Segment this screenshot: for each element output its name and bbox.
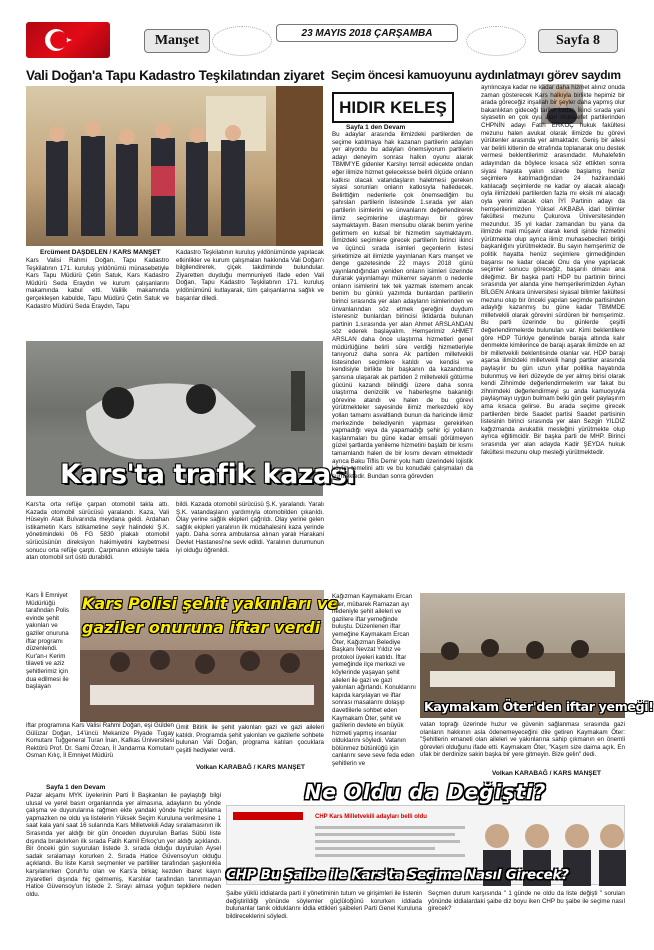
page-number: Sayfa 8 (538, 29, 618, 53)
flag-image (26, 22, 110, 58)
article5-title: Kaymakam Öter'den iftar yemeği! (424, 699, 654, 714)
article2-col2: bildi. Kazada otomobil sürücüsü Ş.K. yaralandı. Yaralı Ş.K. vatandaşların yardımıyla otomobilden çıkarıldı. Olay yerine sağlık ekipleri çağrıldı. Olay yerine gelen sağlık ekipleri yaralının ilk müdahalesini kaza yerinde yaptı. Daha sonra ambulansa alınan yaralı Harakani Devlet Hastanesi'ne sevk edildi. Yaralının durumunun iyi olduğu öğrenildi. (176, 501, 324, 554)
article4-title: Seçim öncesi kamuoyunu aydınlatmayı görev saydım (331, 68, 621, 82)
article1-credit: Ercüment DAŞDELEN / KARS MANŞET (40, 249, 161, 256)
article3-credit: Volkan KARABAĞ / KARS MANŞET (196, 764, 305, 771)
header-ornament-left (212, 26, 272, 56)
article6-col2: Şaibe yüklü iddialarda parti il yönetiminin tutum ve girişimleri ile listenin değiştirildiği yönünde söylemler güçlüloğünü korurken iddiada bulunanlar tanık olduklarını iddia ettikleri şaibeleri Parti Genel Kuruluna bildireceklerini söyledi. (226, 890, 422, 920)
article3-title-line1: Kars Polisi şehit yakınları ve (82, 594, 339, 613)
article3-title-line2: gaziler onuruna iftar verdi (82, 618, 321, 637)
article6-lead: Sayfa 1 den Devam (46, 784, 106, 791)
article3-right-col: Ümit Bitirik ile şehit yakınları gazi ve gazi aileleri katıldı. Programda şehit yakınları ve gazilerle sohbete bulunan Vali Doğan, programa katılan çocuklara çeşitli hediyeler verdi. (176, 724, 324, 754)
article2-col1: Kars'ta orta refüje çarpan otomobil takla attı. Kazada otomobil sürücüsü yaralandı. Kaza, Vali Hüseyin Atak Bulvarında meydana geldi. Ardahan istikametin Kars istikametine seyir halindeki Ş.K. yönetimindeki 06 FG 5830 plakalı otomobil sürücüsünün direksiyon hakimiyetini kaybetmesi sonucu orta refüje çarptı. Çarpmanın etkisiyle takla atan otomobil sırt üstü durabildi. (26, 501, 169, 562)
article1-col2: Kadastro Teşkilatının kuruluş yıldönümünde yapılacak etkinlikler ve kurum çalışmaları hakkında Vali Doğan'ı bilgilendirerek, çiçek takdiminde bulundular. Ziyaretten duyduğu memnuniyeti ifade eden Vali Doğan, Tapu Kadastro Teşkilatının 171. kuruluş yıldönümünü kutlayarak, tüm çalışanlarına sağlık ve başarılar diledi. (176, 249, 324, 302)
article6-banner-text: Ne Oldu da Değişti? (304, 780, 547, 804)
article4-col2: ayrılıncaya kadar ne kadar daha hizmet alınız onuda zaman gösterecek Kars halkıyla birlikte hepimiz bir arada göreceğiz inşallah bir şeyler daha yapmış olur bakanlıktan gideceği tarihe kadar. İkinci sırada yani siyasetin en çok oyu alan muhalefet partilerinden CHPNİN adayı Fatih ERKOÇ hukuk fakültesi mezunu halen avukat olarak ilimizde bu görevi yürütenler arasında yer almaktadır. Geniş bir ailesi var belirli kitlenin de etrafında toplanarak onu destek vermesi beklentilerimiz arasındadır. Muhalefetin adayından da böylece kısaca söz ettikten sonra siyasi hayata yakın sürede başlamış henüz seçimlere katılmadığından 24 haziraındaki katılacağı seçimlerde ne kadar oy alacak alacağı oyla ilimizdeki partilerden fazla mı eksik mi alacağı oyla yerini alacak olan İYİ Partinin adayı da hemşerilerimizden Yüksel AKBABA idari bilimler fakültesi mezunu Çukurova Üniversitesinden mezundur. 35 yıl kadar zamandan bu yana da ilimizde mali müşavir olarak kendi işinde hizmetini yürütmekte olup ayrıca ilimiz muhasebecileri birliği başkanlığını yürütmektedir. Bu sayın hemşerimiz de politik hayatta henüz seçimlere girmediğinden başarısı ne kadar olacak Onu da yine yapılacak seçimler sonucu göreceğiz, başarılı olması ana dileğimiz. Bir başka parti HDP bu partinin birinci sırasında yer alanda yine hemşerilerimizden Ayhan BİLGEN Ankara üniversitesi siyasal bilimler fakültesi mezunu olup bir önceki yapılan seçimde partisinden adaylığı kazanmış bu güne kadar TBMMDE milletvekili olarak görevini sürdüren bir hemşerimiz. Bu parti üzerinde bu günlerde çeşitli değerlendirmelerde bulunulan var. Kimi beklentilere göre HDP Türkiye genelinde baraja altında kalır denmekte kimilerince de barajı aşarak ilimizde en az bir milletvekili beklentisinde olanlar var. HDP barajı aşarsa ilimizdeki milletvekili hangi partiler arasında paylaşılır bu gün uzun yıllar politika hayatında bulunmuş ve ileri düzeyde de yer almış birisi olarak kendi Zihnimde değerlendirmelerim var fakat bu zihnimdeki değerlendirmeyi şu anda kamuoyuyla paylaşmayı uygun bulmam belki gün gelir paylaşırım ama kısaca gelirse. Bu arada seçime girecek partilerden birde Saadet partisi Saadet partisinin listesinin birinci sırasında yer alan Sezgin YILDIZ kağızmanda avukatlık mesleğini yürütmekte olup ayrıca eğitimcidir. Bir başka parti de MHP. Birinci sırasında yer alan adayda Kadir ŞEYDA hukuk fakültesi mezunu olup mesleği yürütmektedir. (481, 84, 625, 456)
article3-bottom-col: iftar programına Kars Valisi Rahmi Doğan, eşi Gülden Gülüzar Doğan, 14'üncü Mekanize Piyade Tugay Komutanı Tuğgeneral Turan İnan, Kafkas Üniversitesi Rektörü Prof. Dr. Sami Özcan, İl Jandarma Komutanı Osman Kılıç, İl Emniyet Müdürü (26, 722, 174, 760)
article1-title: Vali Doğan'a Tapu Kadastro Teşkilatından ziyaret (26, 68, 325, 83)
article4-col1: Bu adaylar arasında ilimizdeki partilerden de seçime katılmaya hak kazanan partilerin adayları yer alıyordu bu adayları önemsiyorum partilerin adayı deneyim sonrası halkın oyunu alarak TBMM'YE gidenler Karslıyı temsil edecekte ondan eğer ilimize hizmet geleceksse belirli ölçüde onların katkısı olacak vatandaşların haletmesi gereken siyasi sorunları onların katkısıyla halledecek. Belirttiğim nedenlerle çok önemsediğim bu şahısları partilerin listesinde 1.sırada yer alan partilerin isimlerini ve ünvanlarını değerlendirerek ilimiz seçimlerine ulaştırmayı bir görev saymaktayım. Basın mensubu olarak benim yerine getirmem en kutsal bir hizmetim saymaktayım. İlimizdeki seçimlere girecek partilerin birinci ikinci ve üçüncü sırada isimleri geçenlerin listesi şirketimize ait ilimizde yayınlanan Kars manşet ve denge gazetesinde 22 mayıs 2018 günü yayınlandığından yeniden onların isimleri üzerinde durarak yayınlamayı mükerrer sayarım o nedenle onların isimlerini tek tek yazmak istemem ancak benim bu günkü yazımda bunlardan partilerin birinci sırasında yer alan adayların isimlerinden ve ünvanlarından söz etmek gereğini duydum isteresniz bunlardan birincisi iktidarda bulunan partinin 1.sırasında yer alan Ahmet ARSLANDAN söz ederek başlayalım. Hemşerimiz AHMET ARSLAN daha önce ulaştırma hizmetleri genel müdürlüğüne belirli süre verdiği hizmetleriyle tanıyoruz daha sonra Ak partiden milletvekili listesinden seçimlere katıldı ve kendisi ve kendisiyle birlikte bir başkanın da kazandırma şansına ulaşarak ak partiden 2 milletvekili götürme gücünü kazandı bilindiği üzere daha sonra ulaştırma denizcilik ve haberleşme bakanlığı görevine atandı ve halen de bu görevi yürütmekteler sayesinde ilimiz merkezdeki köy yolları tamamı asvaltlandı bunun da haricinde ilimiz merkezinde belediyenin yapması gerekirken yapmadığı veya da yapamadığı şehir içi yolların kaşlanmaları bu güne kadar emsali görülmeyen güzel şartlarda yenileme hizmetini başlattı bir kısmı tamamlandı halen de bir kısmı devam etmektedir ayrıca Baku Tiflis Demir yolu hattı üzerindeki lojistik köyün temelini attı ve bu konudaki çalışmaları da sürmektedir. Bundan sonra görevden (332, 131, 473, 480)
article4-name-label: HIDIR KELEŞ (339, 97, 447, 117)
article2-title: Kars'ta trafik kazası (60, 459, 356, 490)
article6-col3: Seçmen durum karşısında " 1 günde ne oldu da liste değişti " soruları yönünde iddialardaki şaibe diz boyu iken CHP bu şaibe ile seçime nasıl girecek? (428, 890, 625, 913)
article1-photo (26, 86, 323, 246)
screenshot-header: CHP Kars Milletvekili adayları belli oldu (315, 814, 427, 820)
crescent-star-icon (26, 22, 110, 58)
article5-col2: vatan toprağı üzerinde huzur ve güvenin sağlanması sırasında gazi olanların hakkının asla ödenemeyeceğini dile getiren Kaymakam Öter: "Şehitlerin emaneti olan aileleri ve yakınlarına sahip çıkmanın en önemli görevleri olduğunu ifade etti. Kaymakam Öter, "Kaşım size daima açık. En ufak bir derdinize sakin başka bir yere gitmeyin. Bize gelin" dedi. (420, 721, 625, 759)
section-label: Manşet (144, 29, 210, 53)
article1-col1: Kars Valisi Rahmi Doğan, Tapu Kadastro Teşkilatının 171. kuruluş yıldönümü münasebetiyle Kars Tapu Müdürü Çetin Satuk, Kars Kadastro Müdürü Seda Eraydın ve kurum çalışanlarını makamında kabul etti. Valilik makamında gerçekleşen kabulde, Tapu Müdürü Çetin Satuk ve Kadastro Müdürü Seda Eraydın, Tapu (26, 257, 169, 310)
article5-col1: Kağızman Kaymakamı Ercan Öter, mübarek Ramazan ayı nedeniyle şehit aileleri ve gazilere iftar yemeğinde buluştu. Düzenlenen iftar yemeğine Kaymakam Ercan Öter, Kağızman Belediye Başkanı Nevzat Yıldız ve protokol üyeleri katıldı. İftar yemeğinde ilçe merkezi ve köylerinde yaşayan şehit aileleri ile gazi ve gazi yakınları ağırlandı. Konuklarını kapıda karşılayan ve iftar sonrası masalarını dolaşıp davetlilerle sohbet eden Kaymakam Öter, şehit ve gazilerin devlete en büyük hizmeti yapmış insanlar olduklarını söyledi. Vatanın bölünmez bütünlüğü için canlarını seve seve feda eden şehitlerin ve (332, 593, 416, 768)
article6-title: CHP Bu Şaibe ile Kars'ta Seçime Nasıl Girecek? (226, 867, 569, 883)
article4-lead: Sayfa 1 den Devam (346, 124, 406, 131)
article6-col1: Pazar akşamı MYK üyelerinin Parti İl Başkanları ile paylaştığı bilgi ulusal ve yerel basın organlarında yer almasına, adayların bu yönde çalışma ve duyurularına rağmen ekte yandaki yönde hiçbir açıklama yapmazken ne oldu ya listelerin Yüksek Seçim Kuruluna verilmesine 1 saat kala yani saat 16 sularında Kars Milletvekili Aday sıralamasının ilk Sırasında yer aldığı bir gün önceden duyurulan Barlas Sübü liste dışında bırakılırken ilk sırada Fatih Kamil Erkoç'un yer aldığı açıklandı. Bir önceki gün suyurulan listede 3. sırada olduğu duyurulan Aysel sadak sıralamayı korurken 2. Sırada Hatice Güvensoy'un olduğu açıklandı. Bu liste Karslı seçmenler ve partililer tarafından şaşkınlıkla karşılanırken Çoruh'lu olan ve Kars'a birkaç kezden ibaret kayın ziyaretleri dışında hiç gelmemiş, Karslılar tarafından tanınmayan Hatice Güvensoy'un listede 2. Sırayı alması yoğun tepkilere neden oldu. (26, 792, 221, 898)
article4-name-box (332, 92, 454, 123)
article5-credit: Volkan KARABAĞ / KARS MANŞET (492, 770, 601, 777)
article3-left-col: Kars İl Emniyet Müdürlüğü tarafından Polis evinde şehit yakınları ve gaziler onuruna iftar programı düzenlendi. Kur'an-ı Kerim tilaveti ve aziz şehitlerimiz için dua edilmesi ile başlayan (26, 592, 69, 691)
masthead (26, 22, 626, 58)
header-ornament-right (466, 26, 526, 56)
date-label: 23 MAYIS 2018 ÇARŞAMBA (276, 24, 458, 42)
article6-banner (226, 780, 625, 804)
